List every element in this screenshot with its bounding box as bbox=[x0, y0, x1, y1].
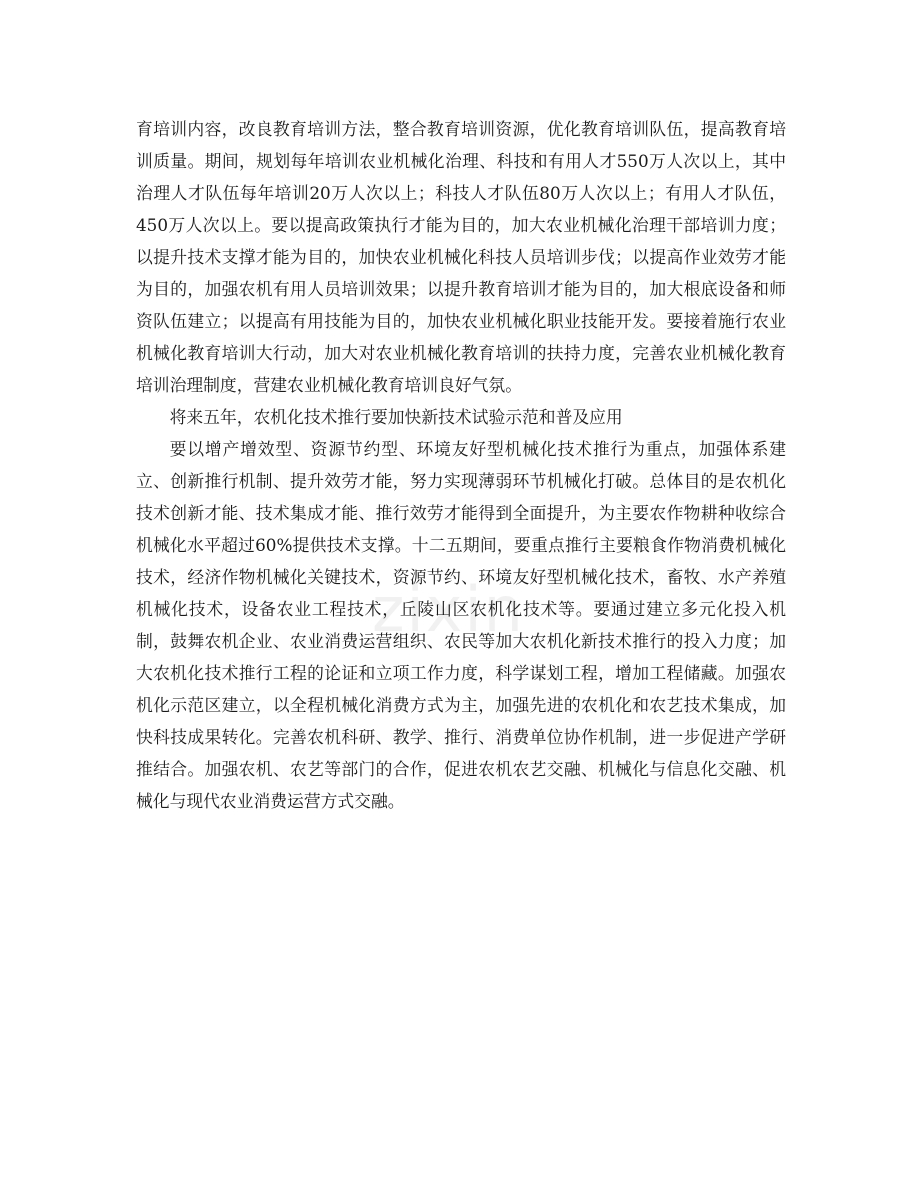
paragraph-tech-promotion: 要以增产增效型、资源节约型、环境友好型机械化技术推行为重点，加强体系建立、创新推行机制、提升效劳才能，努力实现薄弱环节机械化打破。总体目的是农机化技术创新才能、技术集成才能、推行效劳才能得到全面提升，为主要农作物耕种收综合机械化水平超过60%提供技术支撑。十二五期间，要重点推行主要粮食作物消费机械化技术，经济作物机械化关键技术，资源节约、环境友好型机械化技术，畜牧、水产养殖机械化技术，设备农业工程技术，丘陵山区农机化技术等。要通过建立多元化投入机制，鼓舞农机企业、农业消费运营组织、农民等加大农机化新技术推行的投入力度；加大农机化技术推行工程的论证和立项工作力度，科学谋划工程，增加工程储藏。加强农机化示范区建立，以全程机械化消费方式为主，加强先进的农机化和农艺技术集成，加快科技成果转化。完善农机科研、教学、推行、消费单位协作机制，进一步促进产学研推结合。加强农机、农艺等部门的合作，促进农机农艺交融、机械化与信息化交融、机械化与现代农业消费运营方式交融。 bbox=[136, 439, 786, 811]
watermark: zixin bbox=[372, 573, 525, 646]
paragraph-training: 育培训内容，改良教育培训方法，整合教育培训资源，优化教育培训队伍，提高教育培训质量。期间，规划每年培训农业机械化治理、科技和有用人才550万人次以上，其中治理人才队伍每年培训20万人次以上；科技人才队伍80万人次以上；有用人才队伍，450万人次以上。要以提高政策执行才能为目的，加大农业机械化治理干部培训力度；以提升技术支撑才能为目的，加快农业机械化科技人员培训步伐；以提高作业效劳才能为目的，加强农机有用人员培训效果；以提升教育培训才能为目的，加大根底设备和师资队伍建立；以提高有用技能为目的，加快农业机械化职业技能开发。要接着施行农业机械化教育培训大行动，加大对农业机械化教育培训的扶持力度，完善农业机械化教育培训治理制度，营建农业机械化教育培训良好气氛。 bbox=[136, 119, 786, 395]
document-body bbox=[136, 113, 786, 817]
section-heading-tech-promotion: 将来五年，农机化技术推行要加快新技术试验示范和普及应用 bbox=[169, 407, 623, 427]
